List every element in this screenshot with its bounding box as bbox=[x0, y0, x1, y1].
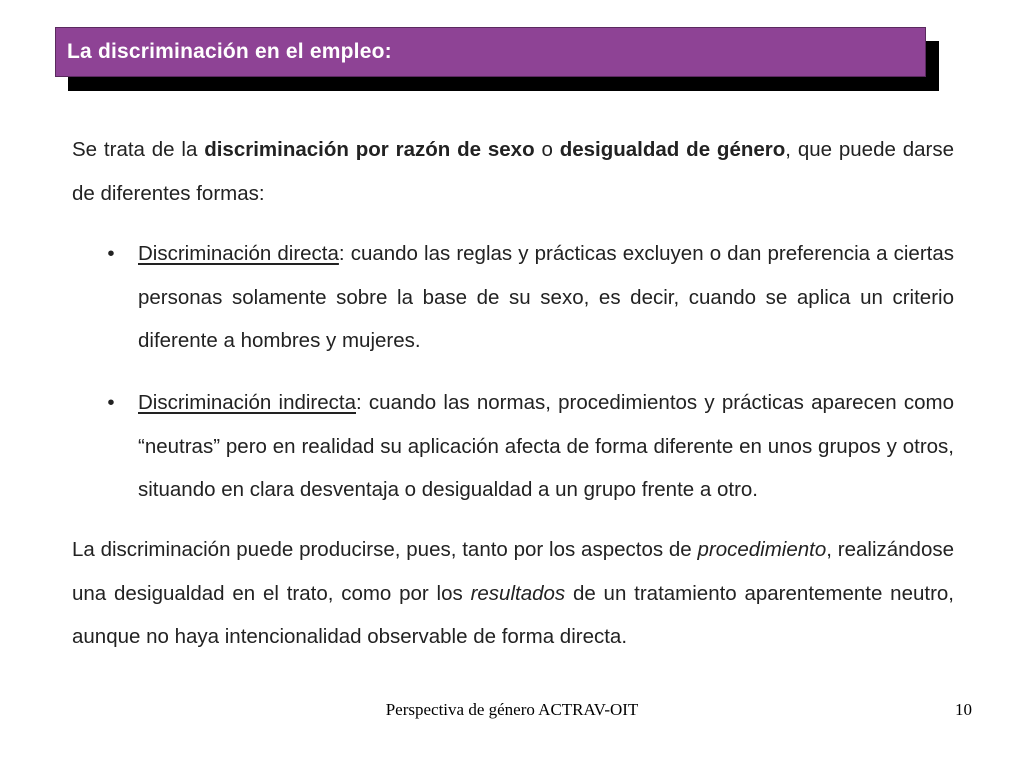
bullet-dot: • bbox=[107, 242, 115, 265]
intro-text-3: , que puede darse de diferentes formas: bbox=[72, 138, 954, 205]
closing-text-2: , realizándose una desigualdad en el trato, como por los bbox=[72, 538, 955, 605]
bullet-text bbox=[138, 232, 954, 363]
page-number: 10 bbox=[955, 700, 972, 719]
closing-paragraph bbox=[72, 528, 954, 659]
closing-italic-1: procedimiento bbox=[697, 538, 827, 561]
footer-text: Perspectiva de género ACTRAV-OIT bbox=[385, 700, 639, 719]
closing-italic-2: resultados bbox=[470, 581, 566, 605]
bullet-direct-discrimination bbox=[72, 232, 954, 363]
intro-text-1: Se trata de la bbox=[72, 138, 205, 161]
intro-paragraph bbox=[72, 128, 954, 215]
bullet-text bbox=[138, 381, 954, 512]
bullet-term: Discriminación directa bbox=[138, 242, 339, 265]
slide-title-box bbox=[55, 27, 926, 77]
closing-text-3: de un tratamiento aparentemente neutro, aunque no haya intencionalidad observable de forma directa. bbox=[72, 581, 955, 648]
bullet-description: : cuando las normas, procedimientos y prácticas aparecen como “neutras” pero en realidad su aplicación afecta de forma diferente en unos grupos y otros, situando en clara desventaja o desigualdad a un grupo frente a otro. bbox=[138, 391, 954, 501]
intro-bold-1: discriminación por razón de sexo bbox=[204, 138, 535, 161]
bullet-term: Discriminación indirecta bbox=[138, 391, 356, 414]
bullet-dot: • bbox=[107, 391, 115, 414]
closing-text-1: La discriminación puede producirse, pues, tanto por los aspectos de bbox=[72, 538, 698, 561]
bullet-indirect-discrimination bbox=[72, 381, 954, 512]
slide-title: La discriminación en el empleo: bbox=[67, 40, 392, 63]
bullet-description: : cuando las reglas y prácticas excluyen o dan preferencia a ciertas personas solamente sobre la base de su sexo, es decir, cuando se aplica un criterio diferente a hombres y mujeres. bbox=[138, 242, 954, 352]
intro-bold-2: desigualdad de género bbox=[559, 138, 786, 161]
title-bar bbox=[55, 27, 926, 77]
intro-text-2: o bbox=[534, 138, 560, 161]
